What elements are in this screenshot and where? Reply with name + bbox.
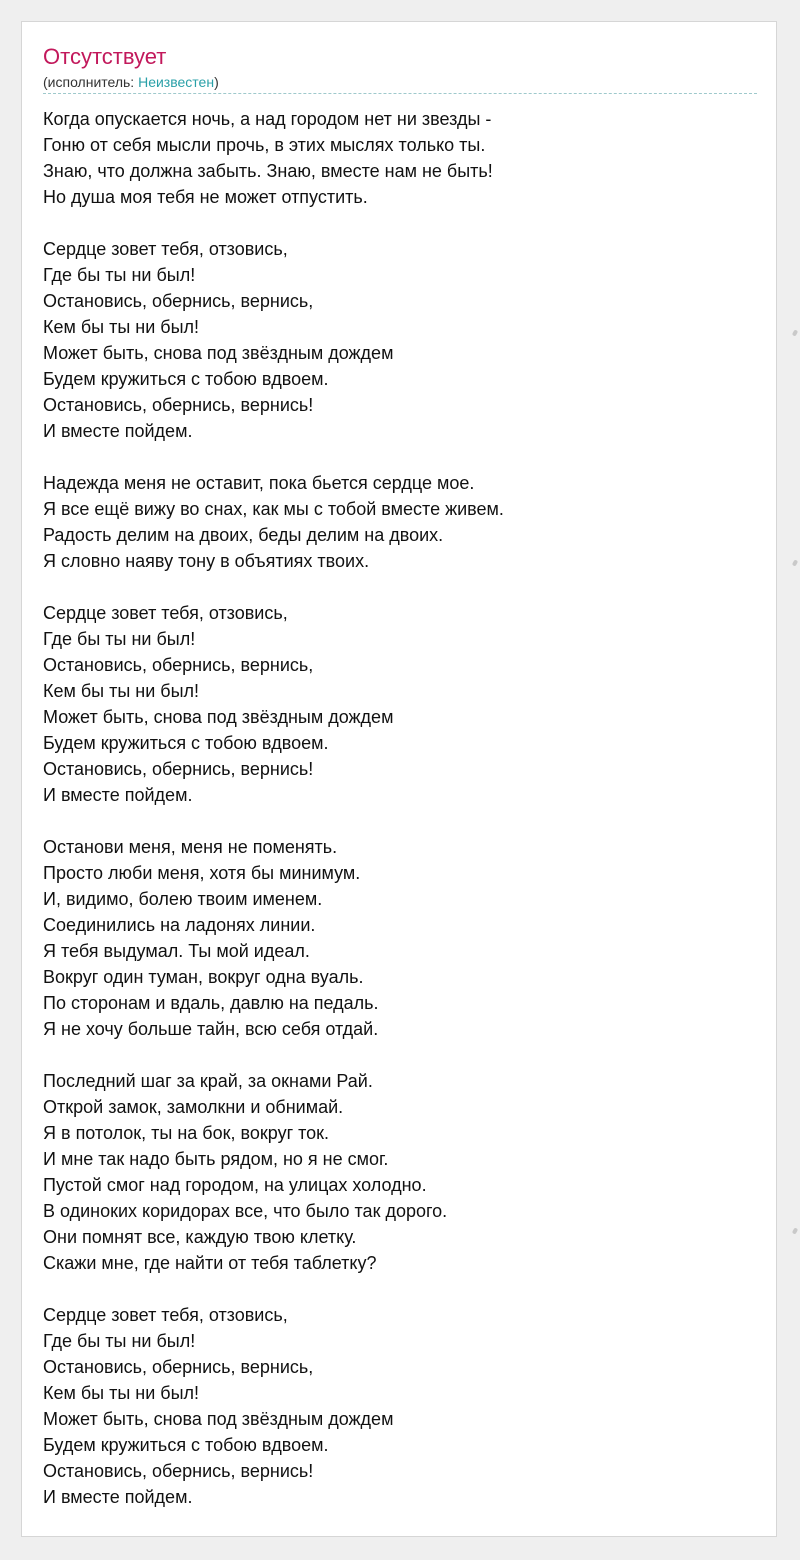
lyric-line: Гоню от себя мысли прочь, в этих мыслях только ты. (43, 135, 486, 155)
lyric-line: Может быть, снова под звёздным дождем (43, 707, 394, 727)
lyric-line: И вместе пойдем. (43, 1487, 193, 1507)
lyrics-stanza (43, 236, 757, 444)
lyric-line: Открой замок, замолкни и обнимай. (43, 1097, 344, 1117)
lyric-line: Пустой смог над городом, на улицах холодно. (43, 1175, 427, 1195)
lyric-line: Может быть, снова под звёздным дождем (43, 1409, 394, 1429)
lyrics-stanza (43, 600, 757, 808)
lyric-line: Просто люби меня, хотя бы минимум. (43, 863, 361, 883)
lyric-line: Кем бы ты ни был! (43, 1383, 200, 1403)
lyric-line: И мне так надо быть рядом, но я не смог. (43, 1149, 389, 1169)
lyric-line: По сторонам и вдаль, давлю на педаль. (43, 993, 379, 1013)
lyric-line: Радость делим на двоих, беды делим на двоих. (43, 525, 444, 545)
lyrics-card (21, 21, 777, 1537)
lyrics-stanza (43, 106, 757, 210)
lyric-line: Кем бы ты ни был! (43, 681, 200, 701)
lyric-line: Знаю, что должна забыть. Знаю, вместе нам не быть! (43, 161, 493, 181)
lyric-line: Остановись, обернись, вернись, (43, 291, 314, 311)
artist-suffix: ) (214, 74, 219, 90)
title-divider (43, 93, 757, 94)
lyric-line: Кем бы ты ни был! (43, 317, 200, 337)
lyric-line: Соединились на ладонях линии. (43, 915, 316, 935)
lyric-line: И вместе пойдем. (43, 421, 193, 441)
page-edge-mark (792, 559, 798, 566)
lyric-line: Я словно наяву тону в объятиях твоих. (43, 551, 370, 571)
lyric-line: Где бы ты ни был! (43, 265, 196, 285)
page-edge-mark (792, 1227, 798, 1234)
lyric-line: Сердце зовет тебя, отзовись, (43, 239, 288, 259)
lyric-line: Будем кружиться с тобою вдвоем. (43, 369, 329, 389)
song-title: Отсутствует (43, 44, 167, 69)
lyric-line: И вместе пойдем. (43, 785, 193, 805)
lyric-line: Скажи мне, где найти от тебя таблетку? (43, 1253, 377, 1273)
lyric-line: Надежда меня не оставит, пока бьется сердце мое. (43, 473, 475, 493)
artist-link[interactable]: Неизвестен (138, 74, 215, 90)
lyric-line: Остановись, обернись, вернись! (43, 395, 314, 415)
lyric-line: Я все ещё вижу во снах, как мы с тобой вместе живем. (43, 499, 504, 519)
lyric-line: И, видимо, болею твоим именем. (43, 889, 323, 909)
lyric-line: Будем кружиться с тобою вдвоем. (43, 733, 329, 753)
lyric-line: Сердце зовет тебя, отзовись, (43, 1305, 288, 1325)
lyrics-stanza (43, 834, 757, 1042)
page-edge-mark (792, 329, 798, 336)
lyric-line: В одиноких коридорах все, что было так дорого. (43, 1201, 448, 1221)
lyric-line: Но душа моя тебя не может отпустить. (43, 187, 368, 207)
lyric-line: Последний шаг за край, за окнами Рай. (43, 1071, 373, 1091)
lyric-line: Остановись, обернись, вернись! (43, 1461, 314, 1481)
lyrics-stanza (43, 1302, 757, 1510)
lyric-line: Может быть, снова под звёздным дождем (43, 343, 394, 363)
lyric-line: Будем кружиться с тобою вдвоем. (43, 1435, 329, 1455)
lyric-line: Я тебя выдумал. Ты мой идеал. (43, 941, 310, 961)
lyrics-stanza (43, 470, 757, 574)
lyrics-stanza (43, 1068, 757, 1276)
lyric-line: Где бы ты ни был! (43, 1331, 196, 1351)
artist-line (43, 73, 219, 91)
lyric-line: Сердце зовет тебя, отзовись, (43, 603, 288, 623)
lyric-line: Где бы ты ни был! (43, 629, 196, 649)
lyric-line: Останови меня, меня не поменять. (43, 837, 338, 857)
lyric-line: Остановись, обернись, вернись! (43, 759, 314, 779)
artist-prefix: (исполнитель: (43, 74, 139, 90)
lyric-line: Вокруг один туман, вокруг одна вуаль. (43, 967, 364, 987)
lyrics-text (43, 106, 757, 1510)
lyric-line: Остановись, обернись, вернись, (43, 1357, 314, 1377)
lyric-line: Они помнят все, каждую твою клетку. (43, 1227, 357, 1247)
lyric-line: Остановись, обернись, вернись, (43, 655, 314, 675)
lyric-line: Я не хочу больше тайн, всю себя отдай. (43, 1019, 379, 1039)
lyric-line: Я в потолок, ты на бок, вокруг ток. (43, 1123, 330, 1143)
lyric-line: Когда опускается ночь, а над городом нет ни звезды - (43, 109, 492, 129)
